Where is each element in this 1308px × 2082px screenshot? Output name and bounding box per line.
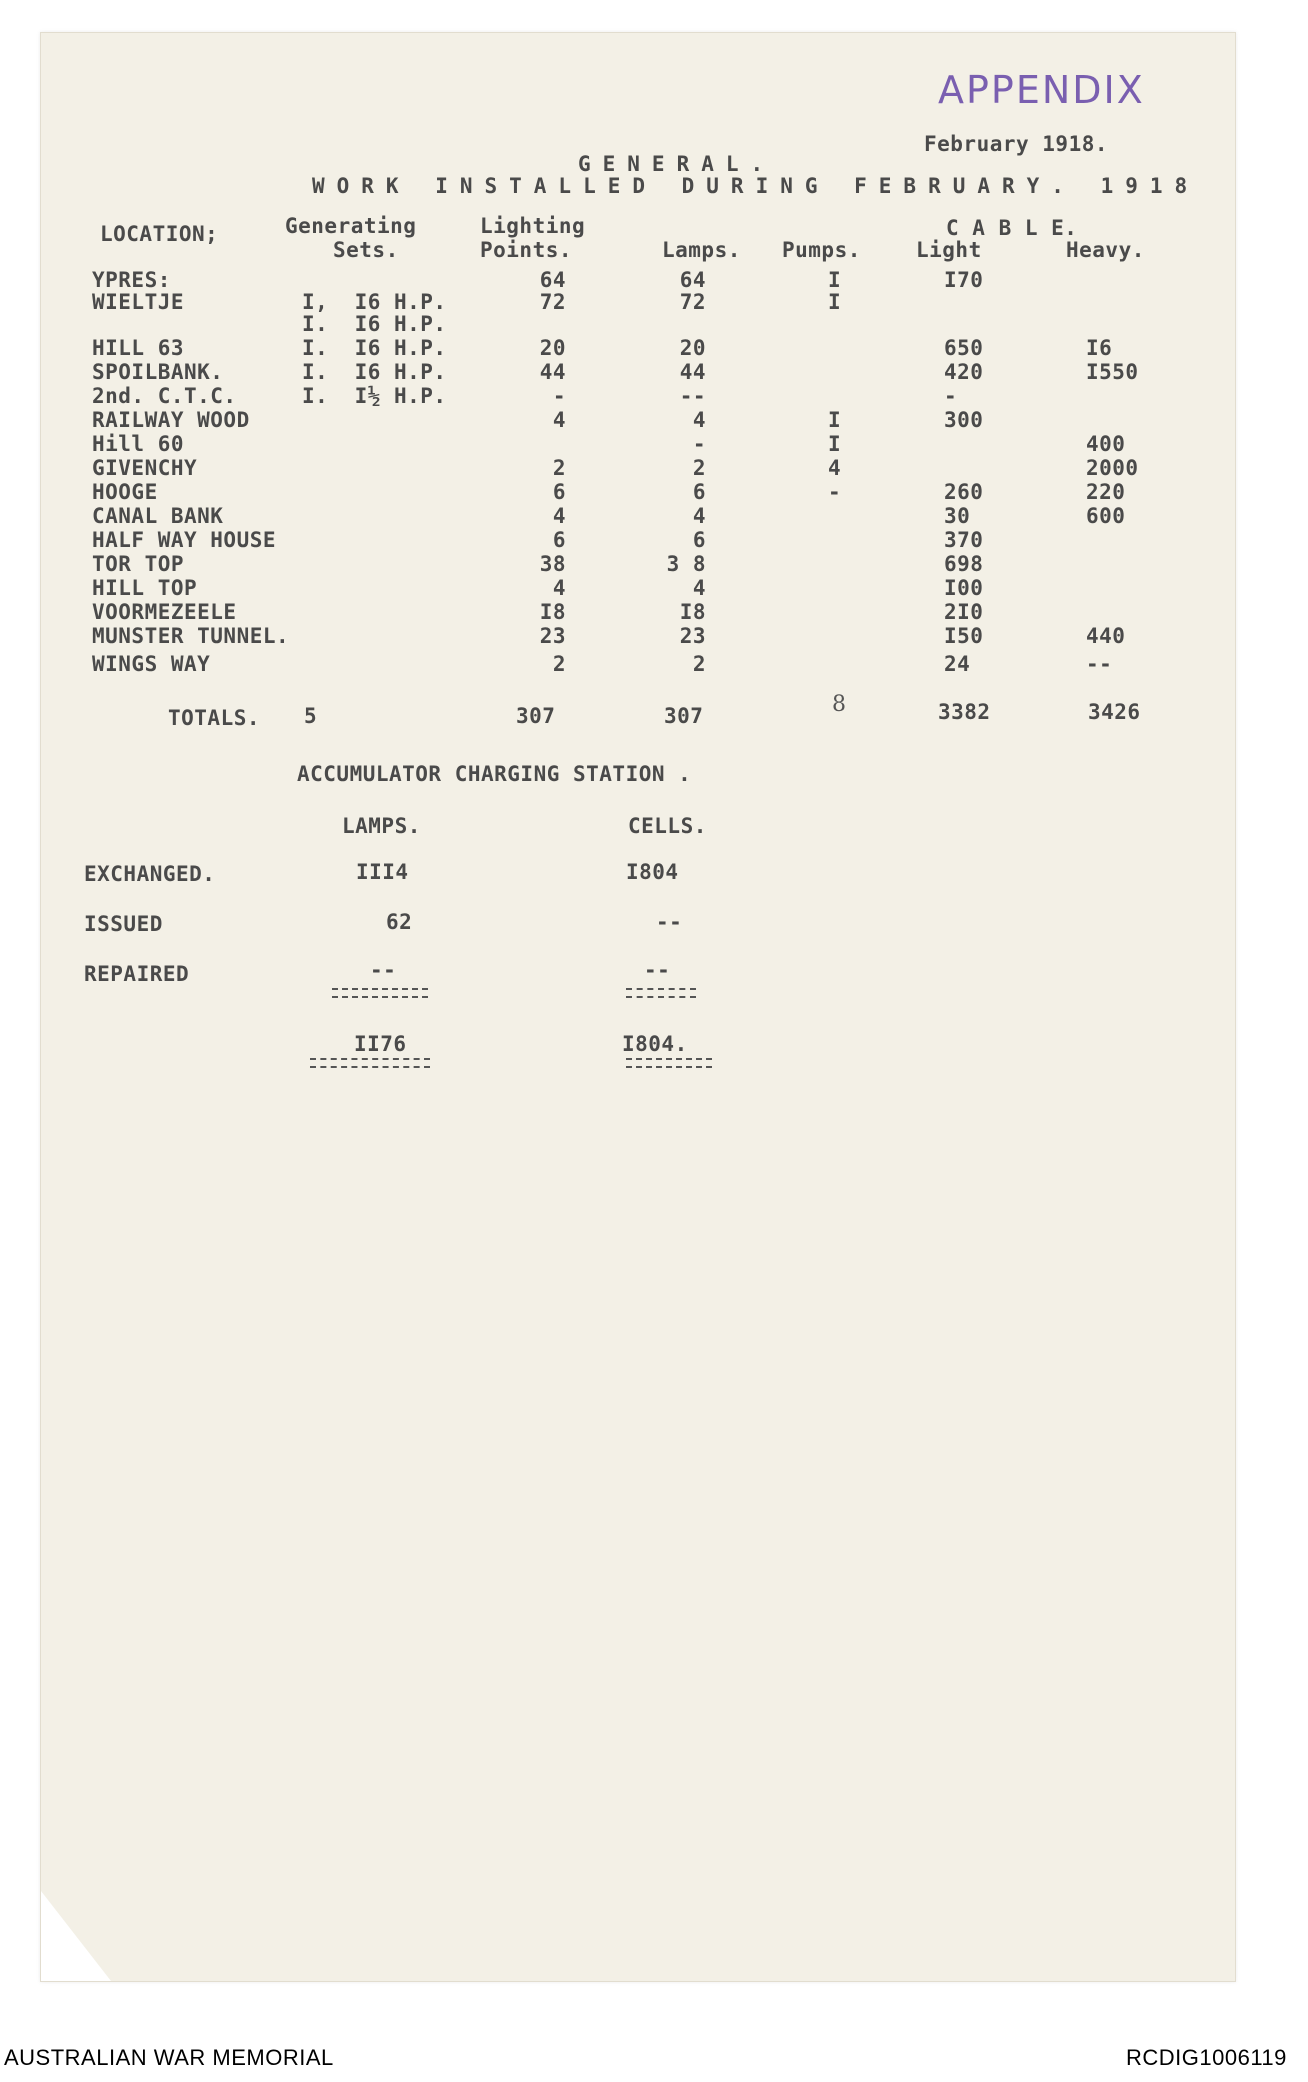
- row-location: HILL 63: [92, 336, 185, 360]
- row-pumps: -: [828, 480, 842, 504]
- row-generating-sets: I, I6 H.P.: [302, 290, 447, 314]
- row-location: Hill 60: [92, 432, 185, 456]
- row-cable-light: -: [944, 384, 958, 408]
- row-lamps: 72: [679, 290, 706, 314]
- row-lighting-points: 2: [552, 456, 566, 480]
- row-cable-heavy: --: [1086, 652, 1113, 676]
- row-lamps: 3 8: [666, 552, 706, 576]
- row-location: VOORMEZEELE: [92, 600, 237, 624]
- appendix-stamp: APPENDIX: [938, 68, 1145, 112]
- row-lighting-points: 4: [552, 408, 566, 432]
- row-lighting-points: 4: [552, 576, 566, 600]
- footer-source: AUSTRALIAN WAR MEMORIAL: [4, 2045, 334, 2070]
- row-lighting-points: 20: [539, 336, 566, 360]
- row-location: MUNSTER TUNNEL.: [92, 624, 290, 648]
- accumulator-row-label: ISSUED: [84, 912, 163, 936]
- row-location: HOOGE: [92, 480, 158, 504]
- row-lamps: -: [692, 432, 706, 456]
- accumulator-row-cells: --: [656, 910, 683, 934]
- accumulator-row-lamps: --: [370, 958, 397, 982]
- totals-points: 307: [516, 704, 556, 728]
- row-lamps: 2: [692, 652, 706, 676]
- row-cable-heavy: I6: [1086, 336, 1113, 360]
- row-location: YPRES:: [92, 268, 171, 292]
- row-generating-sets: I. I6 H.P.: [302, 312, 447, 336]
- header-points: Points.: [480, 238, 573, 262]
- totals-cable-light: 3382: [938, 700, 991, 724]
- row-location: HILL TOP: [92, 576, 198, 600]
- row-cable-light: 370: [944, 528, 984, 552]
- row-lighting-points: 6: [552, 528, 566, 552]
- accumulator-row-label: REPAIRED: [84, 962, 190, 986]
- row-lamps: 6: [692, 480, 706, 504]
- row-cable-heavy: 400: [1086, 432, 1126, 456]
- row-lamps: --: [679, 384, 706, 408]
- header-pumps: Pumps.: [782, 238, 861, 262]
- row-location: CANAL BANK: [92, 504, 224, 528]
- accumulator-row-lamps: III4: [356, 860, 409, 884]
- row-cable-heavy: 2000: [1086, 456, 1139, 480]
- row-cable-light: 420: [944, 360, 984, 384]
- accumulator-row-label: EXCHANGED.: [84, 862, 216, 886]
- row-cable-light: I70: [944, 268, 984, 292]
- date-line: February 1918.: [924, 132, 1109, 156]
- header-cable-light: Light: [916, 238, 982, 262]
- row-lighting-points: 23: [539, 624, 566, 648]
- totals-gen: 5: [304, 704, 318, 728]
- header-generating: Generating: [285, 214, 417, 238]
- row-cable-light: 260: [944, 480, 984, 504]
- header-cable-heavy: Heavy.: [1066, 238, 1145, 262]
- row-pumps: I: [828, 408, 842, 432]
- folded-corner: [41, 1891, 111, 1981]
- row-generating-sets: I. I½ H.P.: [302, 384, 447, 408]
- row-lamps: 44: [679, 360, 706, 384]
- accumulator-total-cells: I804.: [622, 1032, 688, 1056]
- row-lamps: 64: [679, 268, 706, 292]
- row-cable-light: 650: [944, 336, 984, 360]
- row-location: RAILWAY WOOD: [92, 408, 250, 432]
- row-lamps: 23: [679, 624, 706, 648]
- row-cable-light: 24: [944, 652, 971, 676]
- row-cable-light: 300: [944, 408, 984, 432]
- row-lighting-points: -: [552, 384, 566, 408]
- totals-lamps: 307: [664, 704, 704, 728]
- row-generating-sets: I. I6 H.P.: [302, 360, 447, 384]
- footer-id: RCDIG1006119: [1126, 2045, 1287, 2070]
- header-lamps: Lamps.: [662, 238, 741, 262]
- row-cable-heavy: 440: [1086, 624, 1126, 648]
- row-lamps: 4: [692, 576, 706, 600]
- row-lighting-points: 6: [552, 480, 566, 504]
- row-lamps: I8: [679, 600, 706, 624]
- row-cable-light: 698: [944, 552, 984, 576]
- row-lamps: 4: [692, 408, 706, 432]
- double-rule: [332, 988, 428, 998]
- row-lighting-points: 44: [539, 360, 566, 384]
- accumulator-row-lamps: 62: [386, 910, 413, 934]
- header-sets: Sets.: [333, 238, 399, 262]
- row-lighting-points: 4: [552, 504, 566, 528]
- row-cable-heavy: 600: [1086, 504, 1126, 528]
- document-title: GENERAL.: [578, 152, 776, 176]
- accumulator-title: ACCUMULATOR CHARGING STATION .: [297, 762, 692, 786]
- double-rule: [626, 1058, 712, 1068]
- row-cable-heavy: I550: [1086, 360, 1139, 384]
- row-location: 2nd. C.T.C.: [92, 384, 237, 408]
- totals-label: TOTALS.: [168, 706, 261, 730]
- row-lighting-points: 38: [539, 552, 566, 576]
- accumulator-col-cells: CELLS.: [628, 814, 707, 838]
- row-cable-heavy: 220: [1086, 480, 1126, 504]
- double-rule: [310, 1058, 430, 1068]
- row-cable-light: 2I0: [944, 600, 984, 624]
- row-pumps: I: [828, 290, 842, 314]
- totals-pumps: 8: [832, 692, 846, 717]
- row-location: GIVENCHY: [92, 456, 198, 480]
- row-lighting-points: 2: [552, 652, 566, 676]
- row-location: TOR TOP: [92, 552, 185, 576]
- row-lamps: 6: [692, 528, 706, 552]
- row-lighting-points: 72: [539, 290, 566, 314]
- header-lighting: Lighting: [480, 214, 586, 238]
- row-lamps: 2: [692, 456, 706, 480]
- accumulator-row-cells: --: [644, 958, 671, 982]
- header-location: LOCATION;: [100, 222, 219, 246]
- row-pumps: 4: [828, 456, 842, 480]
- accumulator-col-lamps: LAMPS.: [342, 814, 421, 838]
- totals-cable-heavy: 3426: [1088, 700, 1141, 724]
- row-cable-light: I50: [944, 624, 984, 648]
- row-pumps: I: [828, 432, 842, 456]
- row-location: WINGS WAY: [92, 652, 211, 676]
- accumulator-total-lamps: II76: [354, 1032, 407, 1056]
- row-cable-light: I00: [944, 576, 984, 600]
- row-lamps: 4: [692, 504, 706, 528]
- accumulator-row-cells: I804: [626, 860, 679, 884]
- document-subtitle: WORK INSTALLED DURING FEBRUARY. 1918: [312, 174, 1200, 198]
- row-location: SPOILBANK.: [92, 360, 224, 384]
- row-lamps: 20: [679, 336, 706, 360]
- header-cable: C A B L E.: [946, 216, 1078, 240]
- row-location: HALF WAY HOUSE: [92, 528, 277, 552]
- row-lighting-points: I8: [539, 600, 566, 624]
- row-generating-sets: I. I6 H.P.: [302, 336, 447, 360]
- row-location: WIELTJE: [92, 290, 185, 314]
- row-pumps: I: [828, 268, 842, 292]
- document-page: [40, 32, 1236, 1982]
- row-cable-light: 30: [944, 504, 971, 528]
- row-lighting-points: 64: [539, 268, 566, 292]
- double-rule: [626, 988, 696, 998]
